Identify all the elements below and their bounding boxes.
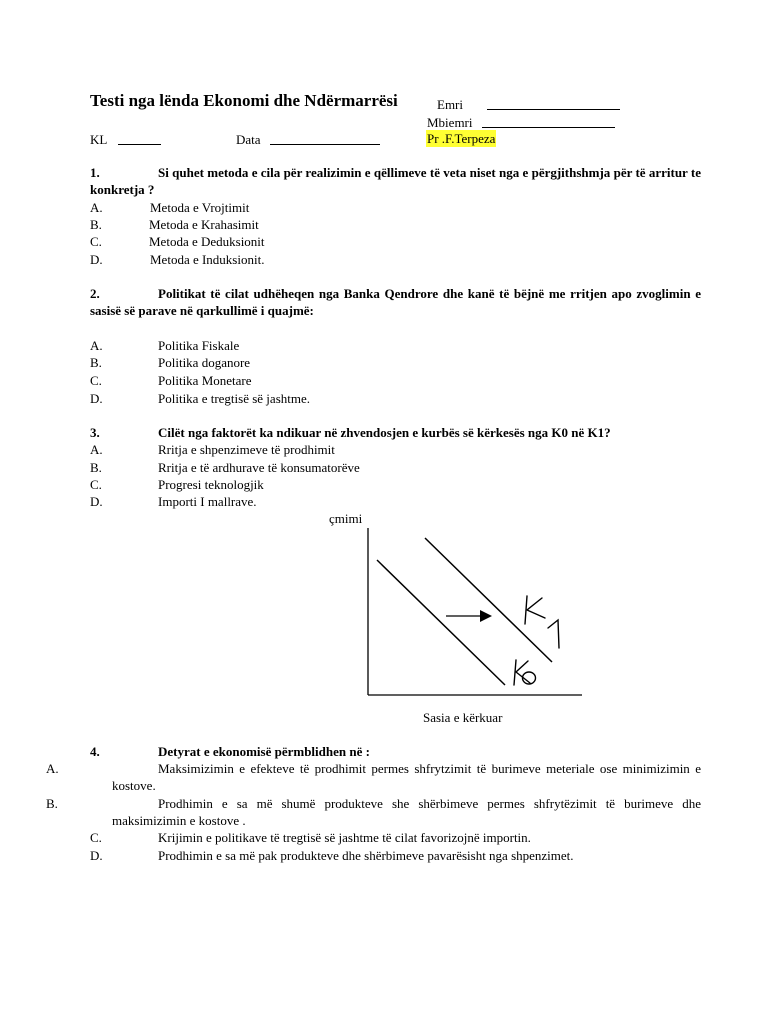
curve-k0 (377, 560, 505, 685)
mbiemri-field[interactable] (482, 114, 615, 128)
data-field[interactable] (270, 131, 380, 145)
data-label: Data (236, 132, 261, 147)
q4-option-b-letter: B. (46, 796, 58, 811)
kl-label: KL (90, 132, 108, 147)
q4-option-a[interactable]: Maksimizimin e efekteve të prodhimit permes shfrytzimit të burimeve meteriale ose minimizimin e kostove. (112, 761, 701, 793)
question-3 (90, 424, 701, 441)
demand-shift-figure (330, 520, 590, 710)
shift-arrow-head (480, 610, 492, 622)
k0-handwritten-label (514, 660, 536, 685)
question-4 (90, 743, 701, 760)
emri-label: Emri (437, 97, 463, 112)
question-3-text: Cilët nga faktorët ka ndikuar në zhvendosjen e kurbës së kërkesës nga K0 në K1? (158, 425, 611, 440)
question-4-text: Detyrat e ekonomisë përmblidhen në : (158, 744, 370, 759)
q4-option-a-letter: A. (46, 761, 59, 776)
emri-field[interactable] (487, 96, 620, 110)
kl-field[interactable] (118, 131, 161, 145)
question-2-number: 2. (90, 286, 100, 301)
curve-k1 (425, 538, 552, 662)
question-1-number: 1. (90, 165, 100, 180)
test-title: Testi nga lënda Ekonomi dhe Ndërmarrësi (90, 91, 398, 110)
emri-row (437, 96, 463, 113)
question-2 (90, 285, 701, 319)
teacher-name: Pr .F.Terpeza (427, 131, 496, 146)
q4-option-b[interactable]: Prodhimin e sa më shumë produkteve she shërbimeve permes shfrytëzimit të burimeve dhe maksimizimin e kostove . (112, 796, 701, 828)
question-4-number: 4. (90, 744, 100, 759)
question-1 (90, 164, 701, 198)
figure-y-label: çmimi (329, 511, 363, 526)
mbiemri-label: Mbiemri (427, 115, 473, 130)
question-2-text: Politikat të cilat udhëheqen nga Banka Qendrore dhe kanë të bëjnë me rritjen apo zvoglimin e sasisë së parave në qarkullimë i quajmë: (90, 286, 701, 318)
question-3-number: 3. (90, 425, 100, 440)
figure-x-label: Sasia e kërkuar (423, 710, 503, 725)
question-1-text: Si quhet metoda e cila për realizimin e qëllimeve të veta niset nga e përgjithshmja për të arritur te konkretja ? (90, 165, 701, 197)
